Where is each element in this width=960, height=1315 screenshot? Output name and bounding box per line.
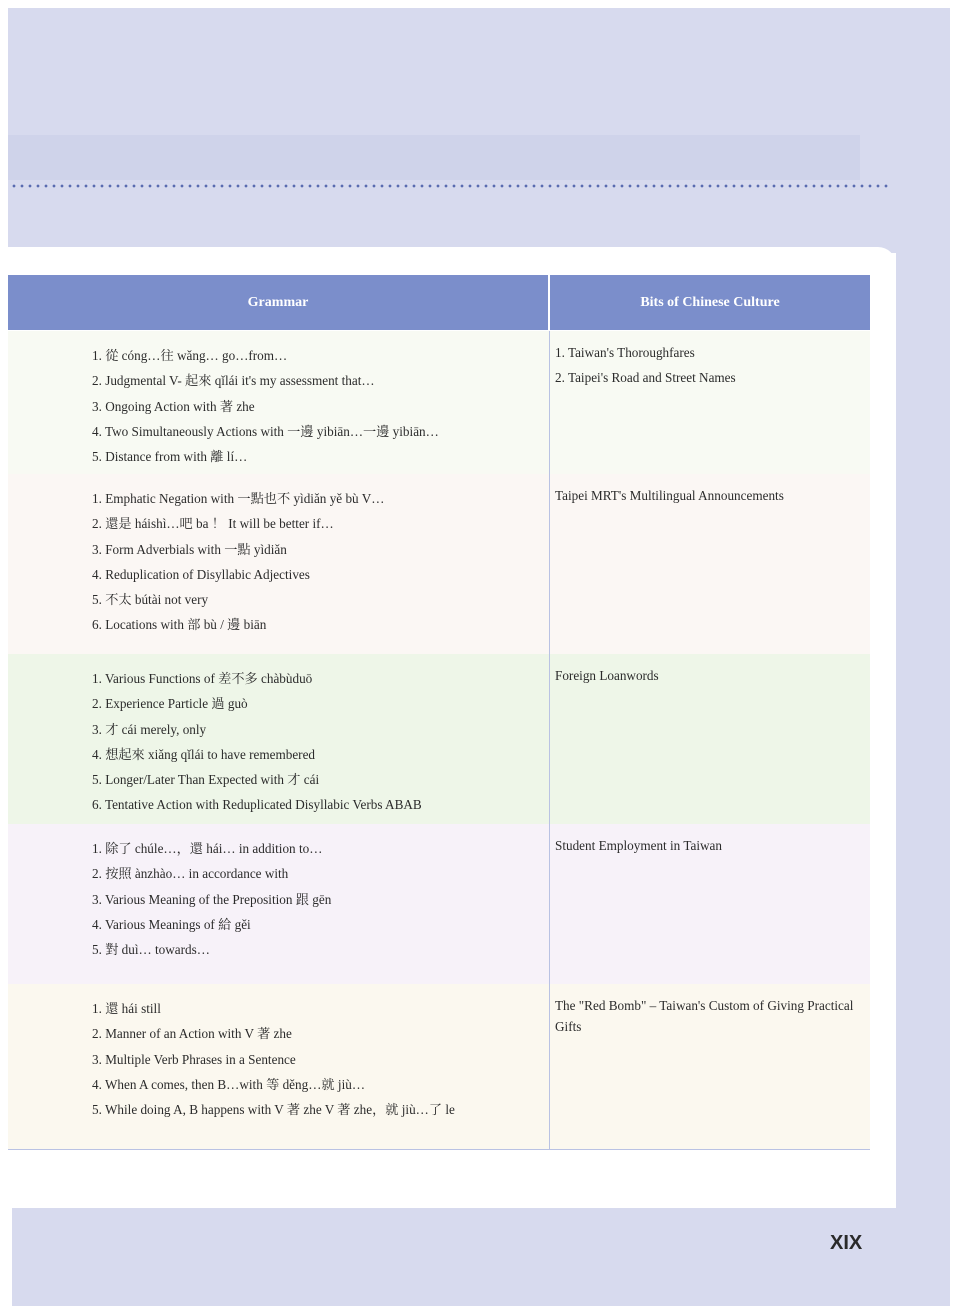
bottom-band <box>12 1208 950 1306</box>
column-divider <box>549 824 550 984</box>
grammar-item: 1. Emphatic Negation with 一點也不 yìdiǎn yě bù V… <box>92 491 385 506</box>
culture-item: The "Red Bomb" – Taiwan's Custom of Giving Practical Gifts <box>555 998 854 1034</box>
grammar-item: 4. 想起來 xiǎng qǐlái to have remembered <box>92 746 316 762</box>
lesson-row <box>8 654 870 825</box>
grammar-item: 5. 不太 bútài not very <box>92 592 209 608</box>
grammar-item: 4. Two Simultaneously Actions with 一邊 yibiān…一邊 yibiān… <box>92 423 439 439</box>
grammar-item: 4. When A comes, then B…with 等 děng…就 jiù… <box>92 1076 366 1092</box>
right-margin-band <box>896 240 950 1210</box>
culture-cell <box>555 665 855 690</box>
grammar-item: 1. 從 cóng…往 wǎng… go…from… <box>92 348 288 363</box>
grammar-header: Grammar <box>8 275 548 330</box>
grammar-cell <box>92 666 542 818</box>
grammar-item: 1. 還 hái still <box>92 1001 161 1016</box>
lesson-row <box>8 331 870 475</box>
grammar-cell <box>92 486 542 638</box>
culture-item: 1. Taiwan's Thoroughfares <box>555 345 695 360</box>
culture-cell <box>555 835 855 860</box>
culture-item: Student Employment in Taiwan <box>555 838 722 853</box>
grammar-item: 5. Longer/Later Than Expected with 才 cái <box>92 772 320 788</box>
grammar-item: 2. 還是 háishì…吧 ba ！ It will be better if… <box>92 516 334 532</box>
lesson-row <box>8 824 870 985</box>
culture-cell <box>555 995 855 1041</box>
grammar-item: 3. 才 cái merely, only <box>92 721 207 737</box>
grammar-item: 2. Judgmental V- 起來 qǐlái it's my assessment that… <box>92 373 375 389</box>
culture-cell <box>555 485 855 510</box>
column-divider <box>549 474 550 654</box>
culture-item: 2. Taipei's Road and Street Names <box>555 369 736 385</box>
grammar-item: 3. Multiple Verb Phrases in a Sentence <box>92 1051 296 1067</box>
lesson-row <box>8 984 870 1150</box>
grammar-item: 3. Various Meaning of the Preposition 跟 gēn <box>92 891 332 907</box>
page-number: XIX <box>830 1232 863 1254</box>
column-divider <box>549 984 550 1149</box>
grammar-item: 3. Ongoing Action with 著 zhe <box>92 398 255 414</box>
grammar-item: 4. Reduplication of Disyllabic Adjectives <box>92 566 310 582</box>
grammar-item: 1. 除了 chúle…，還 hái… in addition to… <box>92 841 323 856</box>
top-banner <box>8 8 950 253</box>
grammar-cell <box>92 343 542 469</box>
culture-item: Foreign Loanwords <box>555 668 659 683</box>
culture-header: Bits of Chinese Culture <box>550 275 870 330</box>
grammar-item: 1. Various Functions of 差不多 chàbùduō <box>92 671 313 686</box>
grammar-item: 5. While doing A, B happens with V 著 zhe V 著 zhe，就 jiù…了 le <box>92 1102 455 1118</box>
top-banner-stripe <box>8 135 860 180</box>
grammar-item: 5. Distance from with 離 lí… <box>92 449 248 465</box>
dotted-divider <box>10 183 890 189</box>
grammar-item: 2. Manner of an Action with V 著 zhe <box>92 1026 292 1042</box>
grammar-item: 6. Tentative Action with Reduplicated Disyllabic Verbs ABAB <box>92 797 422 813</box>
grammar-item: 3. Form Adverbials with 一點 yìdiǎn <box>92 541 287 557</box>
culture-cell <box>555 342 855 391</box>
grammar-item: 4. Various Meanings of 給 gěi <box>92 916 251 932</box>
culture-item: Taipei MRT's Multilingual Announcements <box>555 488 784 503</box>
lesson-row <box>8 474 870 655</box>
grammar-item: 6. Locations with 部 bù / 邊 biān <box>92 617 267 633</box>
grammar-item: 2. Experience Particle 過 guò <box>92 696 248 712</box>
grammar-item: 5. 對 duì… towards… <box>92 942 210 958</box>
column-divider <box>549 654 550 824</box>
grammar-cell <box>92 996 542 1122</box>
column-divider <box>549 331 550 474</box>
grammar-cell <box>92 836 542 962</box>
grammar-item: 2. 按照 ànzhào… in accordance with <box>92 866 289 882</box>
